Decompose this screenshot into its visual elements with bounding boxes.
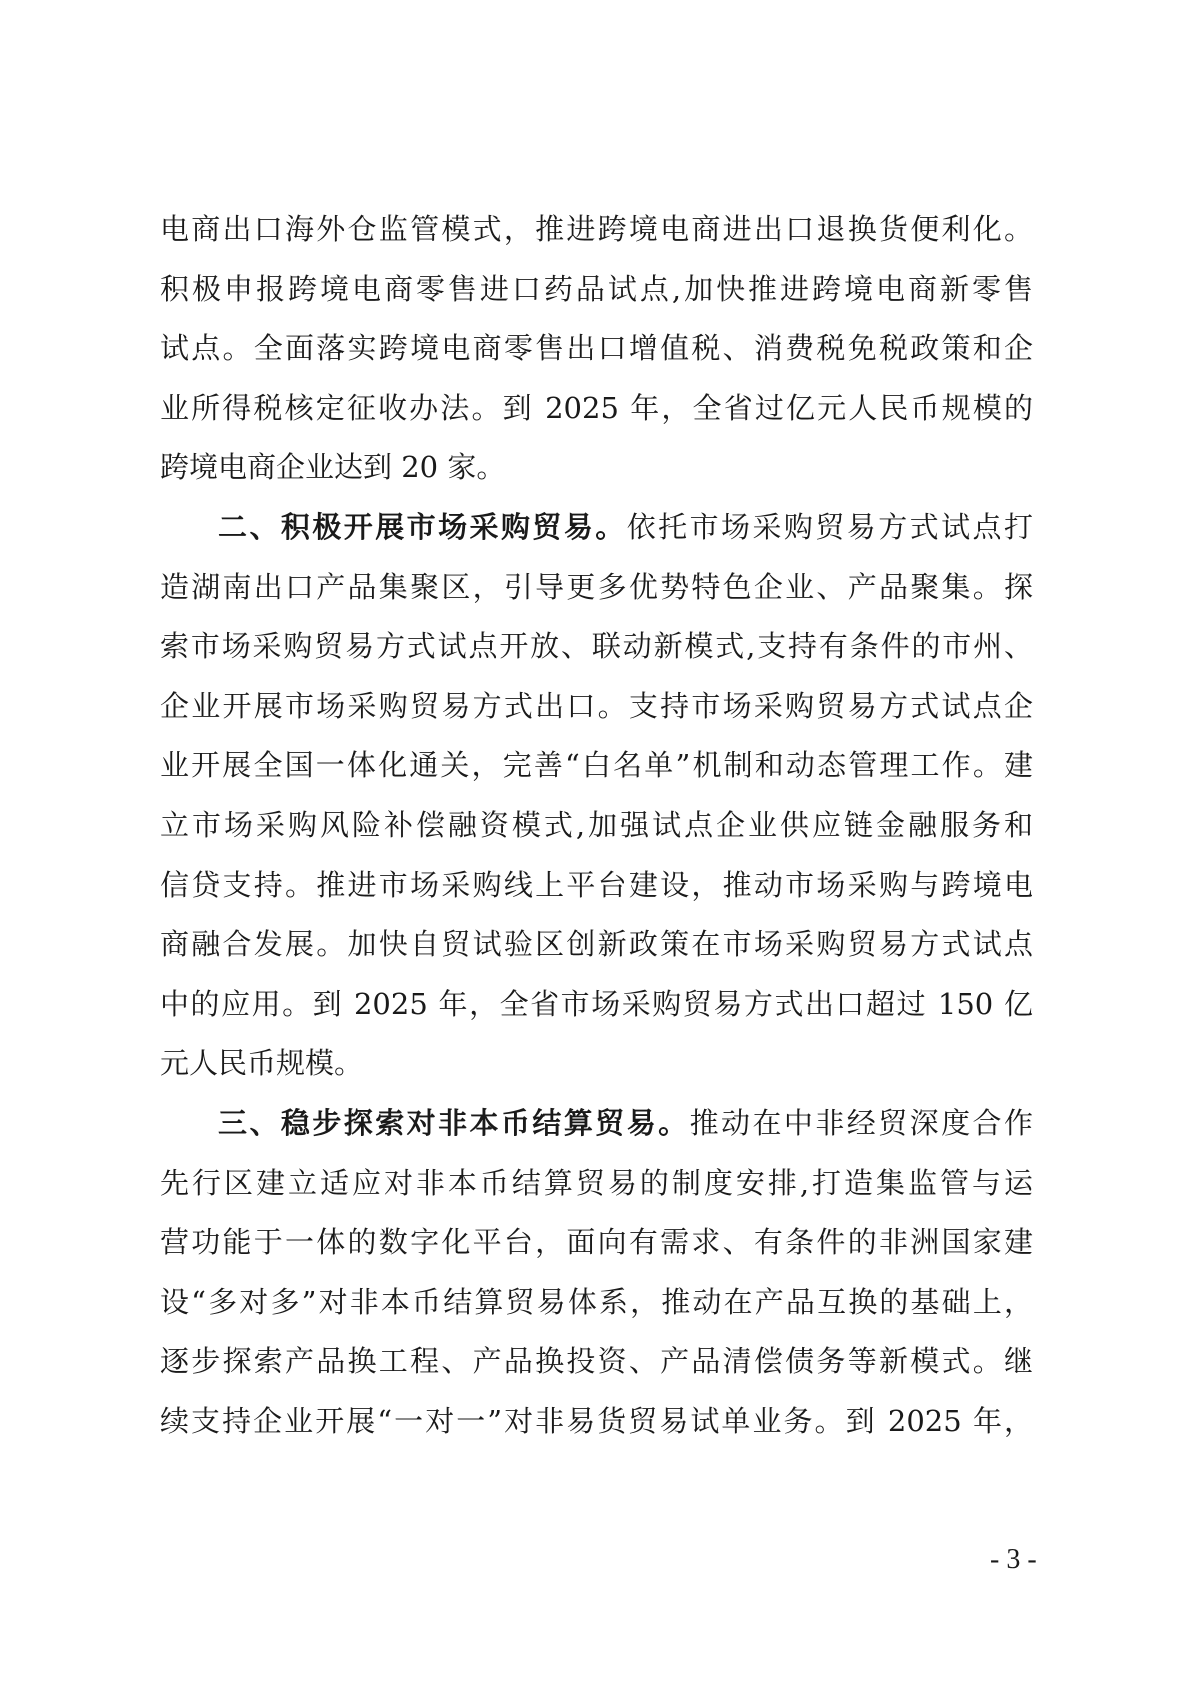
text-line-with-heading — [160, 1094, 1033, 1154]
text-line: 立市场采购风险补偿融资模式,加强试点企业供应链金融服务和 — [160, 807, 1033, 842]
text-line: 元人民币规模。 — [160, 1046, 364, 1081]
text-line: 跨境电商企业达到 20 家。 — [160, 450, 506, 485]
text-line: 中的应用。到 2025 年，全省市场采购贸易方式出口超过 150 亿 — [160, 986, 1033, 1021]
document-body — [160, 200, 1033, 1451]
text-line: 造湖南出口产品集聚区，引导更多优势特色企业、产品聚集。探 — [160, 569, 1033, 604]
text-run: 依托市场采购贸易方式试点打 — [626, 509, 1033, 544]
page-number: - 3 - — [990, 1544, 1037, 1575]
paragraph-market-procurement-trade — [160, 498, 1033, 1094]
text-line: 信贷支持。推进市场采购线上平台建设，推动市场采购与跨境电 — [160, 867, 1033, 902]
text-run: 推动在中非经贸深度合作 — [689, 1105, 1033, 1140]
text-line: 设“多对多”对非本币结算贸易体系，推动在产品互换的基础上， — [160, 1284, 1033, 1319]
text-line: 逐步探索产品换工程、产品换投资、产品清偿债务等新模式。继 — [160, 1344, 1033, 1379]
section-heading: 二、积极开展市场采购贸易。 — [218, 509, 627, 544]
text-line: 续支持企业开展“一对一”对非易货贸易试单业务。到 2025 年， — [160, 1403, 1033, 1438]
text-line: 先行区建立适应对非本币结算贸易的制度安排,打造集监管与运 — [160, 1165, 1033, 1200]
text-line-with-heading — [160, 498, 1033, 558]
paragraph-non-local-currency-trade — [160, 1094, 1033, 1452]
text-line: 营功能于一体的数字化平台，面向有需求、有条件的非洲国家建 — [160, 1225, 1033, 1260]
text-line: 索市场采购贸易方式试点开放、联动新模式,支持有条件的市州、 — [160, 629, 1033, 664]
paragraph-cross-border-ecommerce — [160, 200, 1033, 498]
text-line: 商融合发展。加快自贸试验区创新政策在市场采购贸易方式试点 — [160, 927, 1033, 962]
text-line: 积极申报跨境电商零售进口药品试点,加快推进跨境电商新零售 — [160, 271, 1033, 306]
text-line: 业所得税核定征收办法。到 2025 年，全省过亿元人民币规模的 — [160, 390, 1033, 425]
text-line: 试点。全面落实跨境电商零售出口增值税、消费税免税政策和企 — [160, 331, 1033, 366]
text-line: 业开展全国一体化通关，完善“白名单”机制和动态管理工作。建 — [160, 748, 1033, 783]
text-line: 电商出口海外仓监管模式，推进跨境电商进出口退换货便利化。 — [160, 212, 1033, 246]
section-heading: 三、稳步探索对非本币结算贸易。 — [218, 1105, 690, 1140]
text-line: 企业开展市场采购贸易方式出口。支持市场采购贸易方式试点企 — [160, 688, 1033, 723]
